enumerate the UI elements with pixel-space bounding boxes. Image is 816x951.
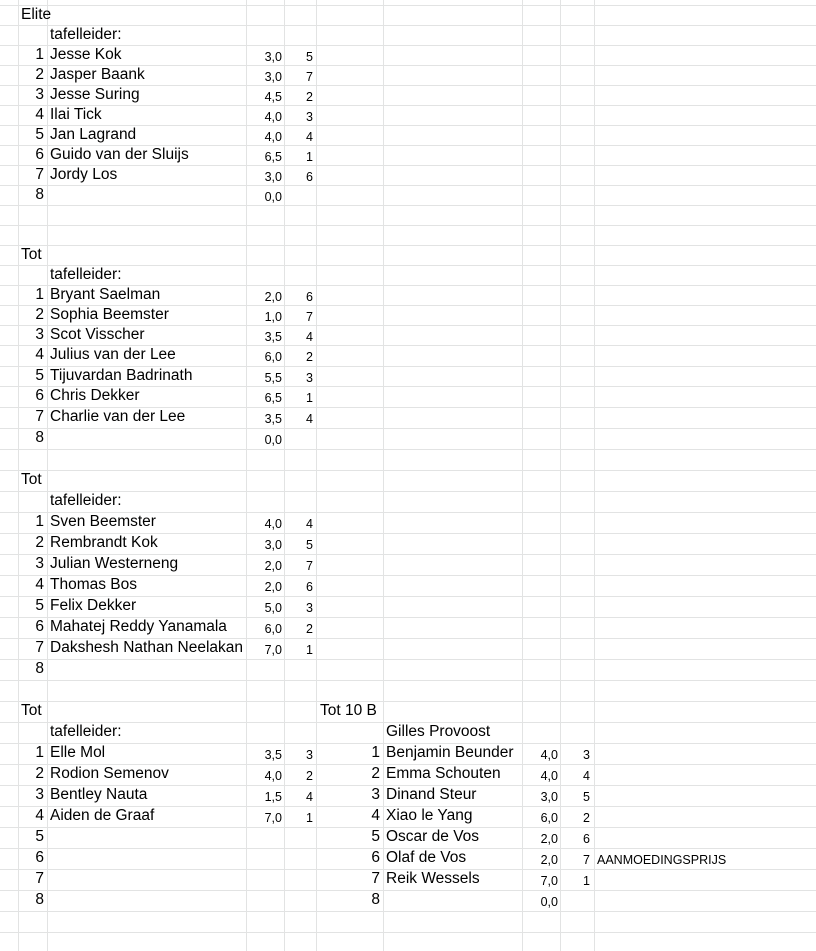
rank-cell[interactable]: 7 (35, 870, 44, 887)
table-number-cell[interactable]: 7 (306, 310, 313, 324)
section-title[interactable]: Tot 10 B (320, 702, 377, 719)
player-name-cell[interactable]: Oscar de Vos (386, 828, 480, 845)
rank-cell[interactable]: 4 (35, 576, 44, 593)
rank-cell[interactable]: 2 (35, 66, 44, 83)
rank-cell[interactable]: 3 (371, 786, 380, 803)
rank-cell[interactable]: 6 (371, 849, 380, 866)
score-cell[interactable]: 3,5 (264, 330, 282, 344)
table-leader-label[interactable]: tafelleider: (50, 266, 122, 283)
score-cell[interactable]: 6,5 (264, 391, 282, 405)
table-number-cell[interactable]: 3 (306, 110, 313, 124)
table-number-cell[interactable]: 3 (583, 748, 590, 762)
table-number-cell[interactable]: 2 (306, 622, 313, 636)
grid-row-line (0, 680, 816, 681)
table-number-cell[interactable]: 7 (306, 70, 313, 84)
player-name-cell[interactable]: Bentley Nauta (50, 786, 148, 803)
rank-cell[interactable]: 8 (371, 891, 380, 908)
score-cell[interactable]: 4,0 (540, 769, 558, 783)
score-cell[interactable]: 4,0 (540, 748, 558, 762)
section-title[interactable]: Tot (21, 246, 42, 263)
player-name-cell[interactable]: Julius van der Lee (50, 346, 176, 363)
player-name-cell[interactable]: Ilai Tick (50, 106, 102, 123)
table-number-cell[interactable]: 7 (306, 559, 313, 573)
grid-row-line (0, 265, 816, 266)
rank-cell[interactable]: 7 (35, 408, 44, 425)
table-number-cell[interactable]: 1 (306, 150, 313, 164)
score-cell[interactable]: 2,0 (540, 832, 558, 846)
score-cell[interactable]: 2,0 (264, 559, 282, 573)
player-name-cell[interactable]: Mahatej Reddy Yanamala (50, 618, 227, 635)
rank-cell[interactable]: 2 (35, 534, 44, 551)
rank-cell[interactable]: 4 (35, 106, 44, 123)
table-number-cell[interactable]: 4 (306, 330, 313, 344)
table-number-cell[interactable]: 3 (306, 601, 313, 615)
table-number-cell[interactable]: 5 (306, 538, 313, 552)
table-number-cell[interactable]: 1 (306, 643, 313, 657)
score-cell[interactable]: 6,0 (540, 811, 558, 825)
table-number-cell[interactable]: 4 (306, 790, 313, 804)
grid-column-line (522, 0, 523, 951)
score-cell[interactable]: 3,0 (264, 170, 282, 184)
rank-cell[interactable]: 6 (35, 618, 44, 635)
player-name-cell[interactable]: Felix Dekker (50, 597, 137, 614)
score-cell[interactable]: 0,0 (264, 433, 282, 447)
grid-row-line (0, 890, 816, 891)
rank-cell[interactable]: 6 (35, 387, 44, 404)
table-number-cell[interactable]: 2 (306, 350, 313, 364)
rank-cell[interactable]: 8 (35, 891, 44, 908)
table-number-cell[interactable]: 7 (583, 853, 590, 867)
score-cell[interactable]: 2,0 (264, 290, 282, 304)
award-note-cell[interactable]: AANMOEDINGSPRIJS (597, 853, 727, 867)
grid-column-line (246, 0, 247, 951)
rank-cell[interactable]: 1 (35, 744, 44, 761)
rank-cell[interactable]: 5 (371, 828, 380, 845)
grid-column-line (560, 0, 561, 951)
score-cell[interactable]: 7,0 (540, 874, 558, 888)
table-number-cell[interactable]: 4 (306, 517, 313, 531)
score-cell[interactable]: 3,0 (264, 70, 282, 84)
player-name-cell[interactable]: Dakshesh Nathan Neelakan (50, 639, 244, 656)
rank-cell[interactable]: 2 (371, 765, 380, 782)
player-name-cell[interactable]: Jesse Suring (50, 86, 140, 103)
rank-cell[interactable]: 3 (35, 326, 44, 343)
player-name-cell[interactable]: Charlie van der Lee (50, 408, 186, 425)
grid-row-line (0, 491, 816, 492)
rank-cell[interactable]: 5 (35, 828, 44, 845)
grid-row-line (0, 470, 816, 471)
rank-cell[interactable]: 5 (35, 126, 44, 143)
grid-column-line (594, 0, 595, 951)
player-name-cell[interactable]: Olaf de Vos (386, 849, 467, 866)
grid-row-line (0, 45, 816, 46)
player-name-cell[interactable]: Tijuvardan Badrinath (50, 367, 193, 384)
table-number-cell[interactable]: 5 (583, 790, 590, 804)
rank-cell[interactable]: 3 (35, 86, 44, 103)
player-name-cell[interactable]: Bryant Saelman (50, 286, 161, 303)
player-name-cell[interactable]: Elle Mol (50, 744, 106, 761)
score-cell[interactable]: 4,0 (264, 769, 282, 783)
player-name-cell[interactable]: Jesse Kok (50, 46, 122, 63)
score-cell[interactable]: 7,0 (264, 811, 282, 825)
score-cell[interactable]: 5,5 (264, 371, 282, 385)
table-number-cell[interactable]: 1 (583, 874, 590, 888)
player-name-cell[interactable]: Xiao le Yang (386, 807, 473, 824)
grid-row-line (0, 932, 816, 933)
table-leader-label[interactable]: tafelleider: (50, 26, 122, 43)
grid-row-line (0, 701, 816, 702)
player-name-cell[interactable]: Rodion Semenov (50, 765, 169, 782)
grid-row-line (0, 185, 816, 186)
score-cell[interactable]: 3,0 (540, 790, 558, 804)
rank-cell[interactable]: 7 (371, 870, 380, 887)
score-cell[interactable]: 2,0 (264, 580, 282, 594)
section-title[interactable]: Elite (21, 6, 52, 23)
player-name-cell[interactable]: Dinand Steur (386, 786, 477, 803)
grid-column-line (316, 0, 317, 951)
grid-row-line (0, 205, 816, 206)
table-number-cell[interactable]: 4 (583, 769, 590, 783)
grid-column-line (47, 0, 48, 951)
score-cell[interactable]: 3,0 (264, 50, 282, 64)
score-cell[interactable]: 5,0 (264, 601, 282, 615)
table-leader-label[interactable]: tafelleider: (50, 492, 122, 509)
score-cell[interactable]: 3,0 (264, 538, 282, 552)
table-leader-label[interactable]: Gilles Provoost (386, 723, 491, 740)
table-number-cell[interactable]: 4 (306, 130, 313, 144)
rank-cell[interactable]: 5 (35, 597, 44, 614)
table-number-cell[interactable]: 6 (306, 290, 313, 304)
score-cell[interactable]: 0,0 (540, 895, 558, 909)
player-name-cell[interactable]: Reik Wessels (386, 870, 480, 887)
score-cell[interactable]: 7,0 (264, 643, 282, 657)
player-name-cell[interactable]: Chris Dekker (50, 387, 140, 404)
rank-cell[interactable]: 5 (35, 367, 44, 384)
rank-cell[interactable]: 1 (35, 286, 44, 303)
grid-row-line (0, 25, 816, 26)
table-number-cell[interactable]: 4 (306, 412, 313, 426)
player-name-cell[interactable]: Sophia Beemster (50, 306, 169, 323)
rank-cell[interactable]: 8 (35, 186, 44, 203)
score-cell[interactable]: 4,0 (264, 110, 282, 124)
section-title[interactable]: Tot (21, 702, 42, 719)
section-title[interactable]: Tot (21, 471, 42, 488)
grid-row-line (0, 165, 816, 166)
score-cell[interactable]: 1,0 (264, 310, 282, 324)
rank-cell[interactable]: 2 (35, 306, 44, 323)
score-cell[interactable]: 4,0 (264, 517, 282, 531)
score-cell[interactable]: 6,5 (264, 150, 282, 164)
table-number-cell[interactable]: 3 (306, 748, 313, 762)
rank-cell[interactable]: 6 (35, 146, 44, 163)
table-number-cell[interactable]: 1 (306, 811, 313, 825)
score-cell[interactable]: 4,5 (264, 90, 282, 104)
table-leader-label[interactable]: tafelleider: (50, 723, 122, 740)
grid-column-line (284, 0, 285, 951)
player-name-cell[interactable]: Scot Visscher (50, 326, 145, 343)
player-name-cell[interactable]: Rembrandt Kok (50, 534, 158, 551)
grid-row-line (0, 911, 816, 912)
table-number-cell[interactable]: 6 (583, 832, 590, 846)
score-cell[interactable]: 6,0 (264, 622, 282, 636)
player-name-cell[interactable]: Guido van der Sluijs (50, 146, 189, 163)
rank-cell[interactable]: 4 (35, 346, 44, 363)
rank-cell[interactable]: 8 (35, 429, 44, 446)
rank-cell[interactable]: 1 (35, 46, 44, 63)
score-cell[interactable]: 0,0 (264, 190, 282, 204)
player-name-cell[interactable]: Julian Westerneng (50, 555, 179, 572)
rank-cell[interactable]: 3 (35, 555, 44, 572)
player-name-cell[interactable]: Jordy Los (50, 166, 118, 183)
player-name-cell[interactable]: Thomas Bos (50, 576, 138, 593)
grid-row-line (0, 428, 816, 429)
grid-column-line (383, 0, 384, 951)
grid-row-line (0, 245, 816, 246)
score-cell[interactable]: 4,0 (264, 130, 282, 144)
rank-cell[interactable]: 6 (35, 849, 44, 866)
table-number-cell[interactable]: 2 (306, 90, 313, 104)
rank-cell[interactable]: 1 (35, 513, 44, 530)
table-number-cell[interactable]: 1 (306, 391, 313, 405)
table-number-cell[interactable]: 2 (583, 811, 590, 825)
grid-row-line (0, 5, 816, 6)
table-number-cell[interactable]: 6 (306, 580, 313, 594)
table-number-cell[interactable]: 2 (306, 769, 313, 783)
player-name-cell[interactable]: Jan Lagrand (50, 126, 137, 143)
table-number-cell[interactable]: 3 (306, 371, 313, 385)
grid-row-line (0, 225, 816, 226)
player-name-cell[interactable]: Aiden de Graaf (50, 807, 155, 824)
player-name-cell[interactable]: Sven Beemster (50, 513, 156, 530)
score-cell[interactable]: 2,0 (540, 853, 558, 867)
grid-row-line (0, 105, 816, 106)
score-cell[interactable]: 1,5 (264, 790, 282, 804)
score-cell[interactable]: 3,5 (264, 748, 282, 762)
rank-cell[interactable]: 4 (371, 807, 380, 824)
score-cell[interactable]: 3,5 (264, 412, 282, 426)
rank-cell[interactable]: 2 (35, 765, 44, 782)
table-number-cell[interactable]: 6 (306, 170, 313, 184)
table-number-cell[interactable]: 5 (306, 50, 313, 64)
rank-cell[interactable]: 4 (35, 807, 44, 824)
player-name-cell[interactable]: Emma Schouten (386, 765, 501, 782)
rank-cell[interactable]: 7 (35, 166, 44, 183)
grid-row-line (0, 449, 816, 450)
rank-cell[interactable]: 1 (371, 744, 380, 761)
player-name-cell[interactable]: Benjamin Beunder (386, 744, 514, 761)
rank-cell[interactable]: 3 (35, 786, 44, 803)
rank-cell[interactable]: 8 (35, 660, 44, 677)
grid-row-line (0, 659, 816, 660)
rank-cell[interactable]: 7 (35, 639, 44, 656)
score-cell[interactable]: 6,0 (264, 350, 282, 364)
player-name-cell[interactable]: Jasper Baank (50, 66, 145, 83)
